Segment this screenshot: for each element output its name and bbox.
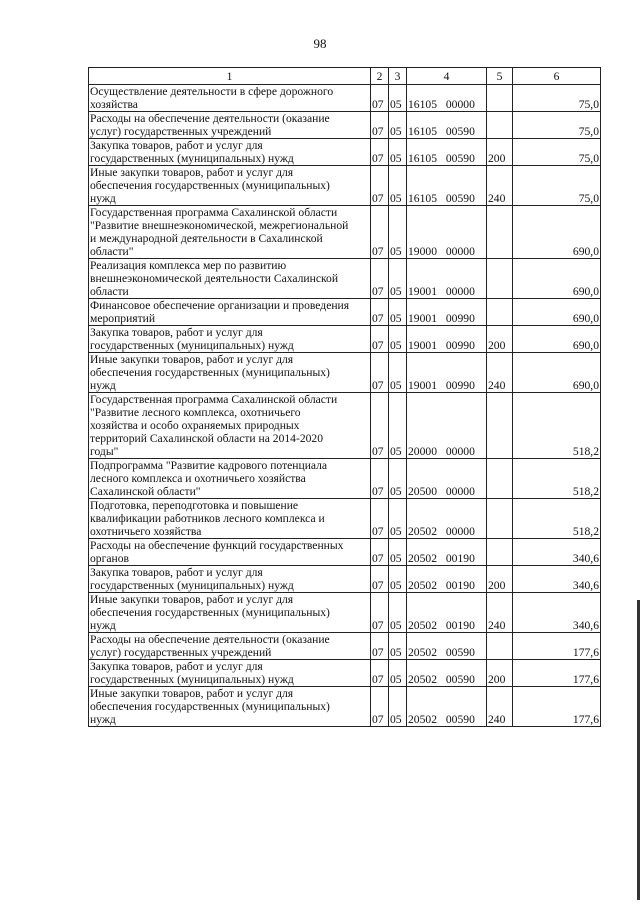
row-expense-type: 240 [487, 353, 513, 393]
row-subsection-code: 05 [389, 85, 407, 112]
table-row [89, 539, 601, 566]
row-amount: 177,6 [513, 633, 601, 660]
row-target-article: 20502 00590 [407, 633, 487, 660]
row-section-code: 07 [371, 112, 389, 139]
row-target-article: 20500 00000 [407, 459, 487, 499]
row-subsection-code: 05 [389, 539, 407, 566]
header-col-2: 2 [371, 68, 389, 85]
row-name: Подпрограмма "Развитие кадрового потенциала лесного комплекса и охотничьего хозяйства Сахалинской области" [89, 459, 371, 499]
table-row [89, 393, 601, 459]
row-subsection-code: 05 [389, 139, 407, 166]
row-amount: 690,0 [513, 326, 601, 353]
row-section-code: 07 [371, 539, 389, 566]
table-row [89, 499, 601, 539]
row-section-code: 07 [371, 459, 389, 499]
row-expense-type [487, 206, 513, 259]
table-row [89, 85, 601, 112]
row-target-article: 19000 00000 [407, 206, 487, 259]
table-row [89, 206, 601, 259]
header-col-5: 5 [487, 68, 513, 85]
row-subsection-code: 05 [389, 299, 407, 326]
row-amount: 340,6 [513, 593, 601, 633]
row-target-article: 20502 00590 [407, 687, 487, 727]
row-expense-type: 200 [487, 326, 513, 353]
row-name: Государственная программа Сахалинской области "Развитие внешнеэкономической, межрегиональной и международной деятельности в Сахалинской области" [89, 206, 371, 259]
row-name: Расходы на обеспечение функций государственных органов [89, 539, 371, 566]
row-name: Финансовое обеспечение организации и проведения мероприятий [89, 299, 371, 326]
row-name: Иные закупки товаров, работ и услуг для обеспечения государственных (муниципальных) нужд [89, 687, 371, 727]
row-subsection-code: 05 [389, 566, 407, 593]
row-section-code: 07 [371, 166, 389, 206]
row-amount: 690,0 [513, 206, 601, 259]
row-expense-type: 200 [487, 566, 513, 593]
header-col-1: 1 [89, 68, 371, 85]
table-row [89, 166, 601, 206]
row-section-code: 07 [371, 353, 389, 393]
row-subsection-code: 05 [389, 112, 407, 139]
row-subsection-code: 05 [389, 633, 407, 660]
row-name: Расходы на обеспечение деятельности (оказание услуг) государственных учреждений [89, 633, 371, 660]
row-section-code: 07 [371, 660, 389, 687]
table-row [89, 326, 601, 353]
row-section-code: 07 [371, 687, 389, 727]
row-name: Осуществление деятельности в сфере дорожного хозяйства [89, 85, 371, 112]
row-target-article: 16105 00590 [407, 139, 487, 166]
row-target-article: 19001 00990 [407, 353, 487, 393]
row-subsection-code: 05 [389, 393, 407, 459]
row-name: Реализация комплекса мер по развитию внешнеэкономической деятельности Сахалинской области [89, 259, 371, 299]
table-row [89, 593, 601, 633]
row-section-code: 07 [371, 259, 389, 299]
row-subsection-code: 05 [389, 459, 407, 499]
row-section-code: 07 [371, 326, 389, 353]
row-expense-type [487, 85, 513, 112]
header-col-4: 4 [407, 68, 487, 85]
row-section-code: 07 [371, 299, 389, 326]
table-body [89, 85, 601, 727]
row-name: Государственная программа Сахалинской области "Развитие лесного комплекса, охотничьего хозяйства и особо охраняемых природных территорий Сахалинской области на 2014-2020 годы" [89, 393, 371, 459]
row-amount: 518,2 [513, 499, 601, 539]
row-target-article: 16105 00590 [407, 166, 487, 206]
table-row [89, 566, 601, 593]
row-section-code: 07 [371, 139, 389, 166]
row-name: Закупка товаров, работ и услуг для государственных (муниципальных) нужд [89, 139, 371, 166]
row-expense-type [487, 112, 513, 139]
row-amount: 340,6 [513, 539, 601, 566]
row-subsection-code: 05 [389, 326, 407, 353]
page-number: 98 [313, 36, 327, 51]
row-target-article: 20502 00190 [407, 539, 487, 566]
row-name: Подготовка, переподготовка и повышение квалификации работников лесного комплекса и охотничьего хозяйства [89, 499, 371, 539]
row-target-article: 19001 00000 [407, 259, 487, 299]
row-expense-type [487, 259, 513, 299]
row-subsection-code: 05 [389, 660, 407, 687]
row-target-article: 19001 00990 [407, 299, 487, 326]
row-expense-type [487, 633, 513, 660]
row-section-code: 07 [371, 593, 389, 633]
table-row [89, 259, 601, 299]
row-amount: 340,6 [513, 566, 601, 593]
row-amount: 177,6 [513, 660, 601, 687]
row-section-code: 07 [371, 633, 389, 660]
row-subsection-code: 05 [389, 687, 407, 727]
table-row [89, 459, 601, 499]
row-expense-type: 200 [487, 660, 513, 687]
row-expense-type: 200 [487, 139, 513, 166]
row-section-code: 07 [371, 85, 389, 112]
row-subsection-code: 05 [389, 353, 407, 393]
row-amount: 75,0 [513, 139, 601, 166]
row-expense-type [487, 393, 513, 459]
row-target-article: 20502 00000 [407, 499, 487, 539]
row-name: Иные закупки товаров, работ и услуг для обеспечения государственных (муниципальных) нужд [89, 353, 371, 393]
row-amount: 518,2 [513, 393, 601, 459]
table-row [89, 139, 601, 166]
row-expense-type [487, 499, 513, 539]
budget-table [88, 67, 601, 727]
table-row [89, 687, 601, 727]
header-row [89, 68, 601, 85]
table-row [89, 633, 601, 660]
row-amount: 690,0 [513, 299, 601, 326]
row-expense-type: 240 [487, 593, 513, 633]
row-section-code: 07 [371, 206, 389, 259]
row-amount: 518,2 [513, 459, 601, 499]
row-expense-type: 240 [487, 166, 513, 206]
row-target-article: 20502 00590 [407, 660, 487, 687]
table-row [89, 353, 601, 393]
row-name: Закупка товаров, работ и услуг для государственных (муниципальных) нужд [89, 566, 371, 593]
row-name: Иные закупки товаров, работ и услуг для обеспечения государственных (муниципальных) нужд [89, 593, 371, 633]
row-amount: 690,0 [513, 259, 601, 299]
row-amount: 75,0 [513, 166, 601, 206]
row-subsection-code: 05 [389, 499, 407, 539]
row-target-article: 20502 00190 [407, 593, 487, 633]
row-section-code: 07 [371, 499, 389, 539]
header-col-6: 6 [513, 68, 601, 85]
row-name: Закупка товаров, работ и услуг для государственных (муниципальных) нужд [89, 326, 371, 353]
row-target-article: 20000 00000 [407, 393, 487, 459]
table-row [89, 660, 601, 687]
header-col-3: 3 [389, 68, 407, 85]
row-target-article: 16105 00000 [407, 85, 487, 112]
row-subsection-code: 05 [389, 206, 407, 259]
row-subsection-code: 05 [389, 593, 407, 633]
row-expense-type [487, 459, 513, 499]
row-amount: 690,0 [513, 353, 601, 393]
row-target-article: 19001 00990 [407, 326, 487, 353]
row-section-code: 07 [371, 393, 389, 459]
row-amount: 75,0 [513, 85, 601, 112]
row-subsection-code: 05 [389, 259, 407, 299]
row-expense-type [487, 299, 513, 326]
table-row [89, 112, 601, 139]
row-name: Расходы на обеспечение деятельности (оказание услуг) государственных учреждений [89, 112, 371, 139]
row-target-article: 20502 00190 [407, 566, 487, 593]
row-name: Закупка товаров, работ и услуг для государственных (муниципальных) нужд [89, 660, 371, 687]
row-amount: 75,0 [513, 112, 601, 139]
row-target-article: 16105 00590 [407, 112, 487, 139]
table-row [89, 299, 601, 326]
row-subsection-code: 05 [389, 166, 407, 206]
row-expense-type: 240 [487, 687, 513, 727]
row-amount: 177,6 [513, 687, 601, 727]
row-expense-type [487, 539, 513, 566]
row-section-code: 07 [371, 566, 389, 593]
row-name: Иные закупки товаров, работ и услуг для обеспечения государственных (муниципальных) нужд [89, 166, 371, 206]
